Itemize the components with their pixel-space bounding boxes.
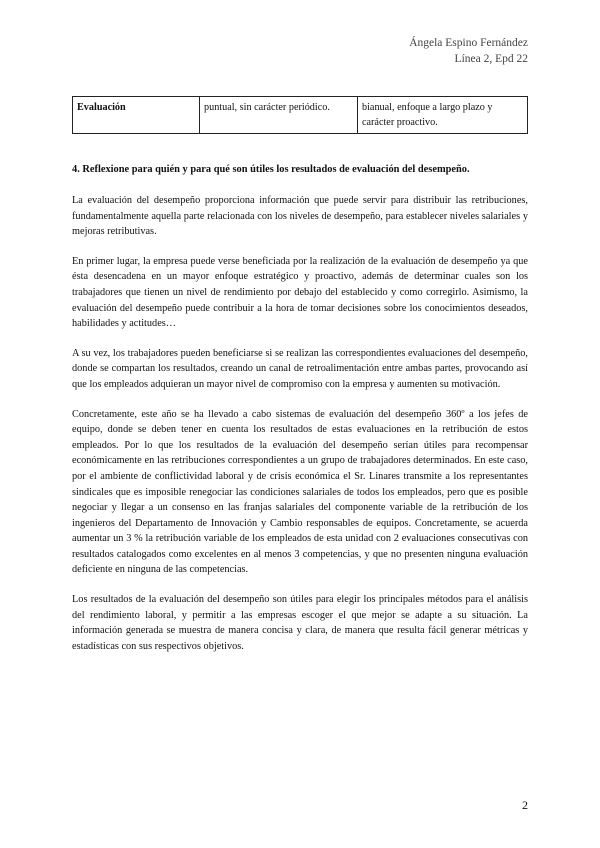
- paragraph: La evaluación del desempeño proporciona información que puede servir para distribuir las retribuciones, fundamentalmente aquella parte relacionada con los niveles de desempeño, para establecer niveles salariales y mejoras retributivas.: [72, 195, 528, 238]
- section-title: 4. Reflexione para quién y para qué son útiles los resultados de evaluación del desempeño.: [72, 164, 470, 175]
- page-number: 2: [522, 798, 528, 812]
- evaluation-table: [72, 96, 528, 134]
- table-cell-proposed: bianual, enfoque a largo plazo y carácter proactivo.: [358, 97, 528, 134]
- table-cell-label: Evaluación: [73, 97, 200, 134]
- group-label: Línea 2, Epd 22: [454, 53, 528, 65]
- page-header: [409, 35, 528, 67]
- paragraph: Los resultados de la evaluación del desempeño son útiles para elegir los principales métodos para el análisis del rendimiento laboral, y permitir a las empresas escoger el que mejor se adapte a su situación. La información generada se muestra de manera concisa y clara, de manera que resulta fácil generar métricas y estadísticas con sus respectivos objetivos.: [72, 594, 528, 652]
- table-row: [73, 97, 528, 134]
- section-body: [72, 193, 528, 668]
- paragraph: En primer lugar, la empresa puede verse beneficiada por la realización de la evaluación de desempeño ya que ésta desencadena en un mayor enfoque estratégico y proactivo, además de determinar cuales son los trabajadores que tienen un nivel de rendimiento por debajo del establecido y como corregirlo. Asimismo, la evaluación del desempeño puede contribuir a la hora de tomar decisiones sobre los conocimientos deseados, habilidades y actitudes…: [72, 255, 528, 330]
- paragraph: A su vez, los trabajadores pueden beneficiarse si se realizan las correspondientes evaluaciones del desempeño, donde se compartan los resultados, creando un canal de retroalimentación entre ambas partes, provocando así que los empleados adquieran un mayor nivel de compromiso con la empresa y aumenten su motivación.: [72, 347, 528, 390]
- table-cell-current: puntual, sin carácter periódico.: [200, 97, 358, 134]
- paragraph: Concretamente, este año se ha llevado a cabo sistemas de evaluación del desempeño 360º a los jefes de equipo, donde se deben tener en cuenta los resultados de estas evaluaciones en la retribución de estos empleados. Por lo que los resultados de la evaluación del desempeño serían útiles para recompensar económicamente en las retribuciones correspondientes a un grupo de trabajadores determinados. En este caso, por el ambiente de conflictividad laboral y de crisis económica el Sr. Linares transmite a los representantes sindicales que es imposible renegociar las condiciones salariales de todos los empleados, pero que es posible negociar y llegar a un consenso en las franjas salariales del componente variable de la retribución de los ingenieros del Departamento de Innovación y Cambio responsables de equipos. Concretamente, se acuerda aumentar un 3 % la retribución variable de los empleados de esta unidad con 2 evaluaciones consecutivas con resultados catalogados como excelentes en al menos 3 competencias, y que no presenten ninguna evaluación deficiente en ninguna de las competencias.: [72, 408, 528, 576]
- author-name: Ángela Espino Fernández: [409, 37, 528, 49]
